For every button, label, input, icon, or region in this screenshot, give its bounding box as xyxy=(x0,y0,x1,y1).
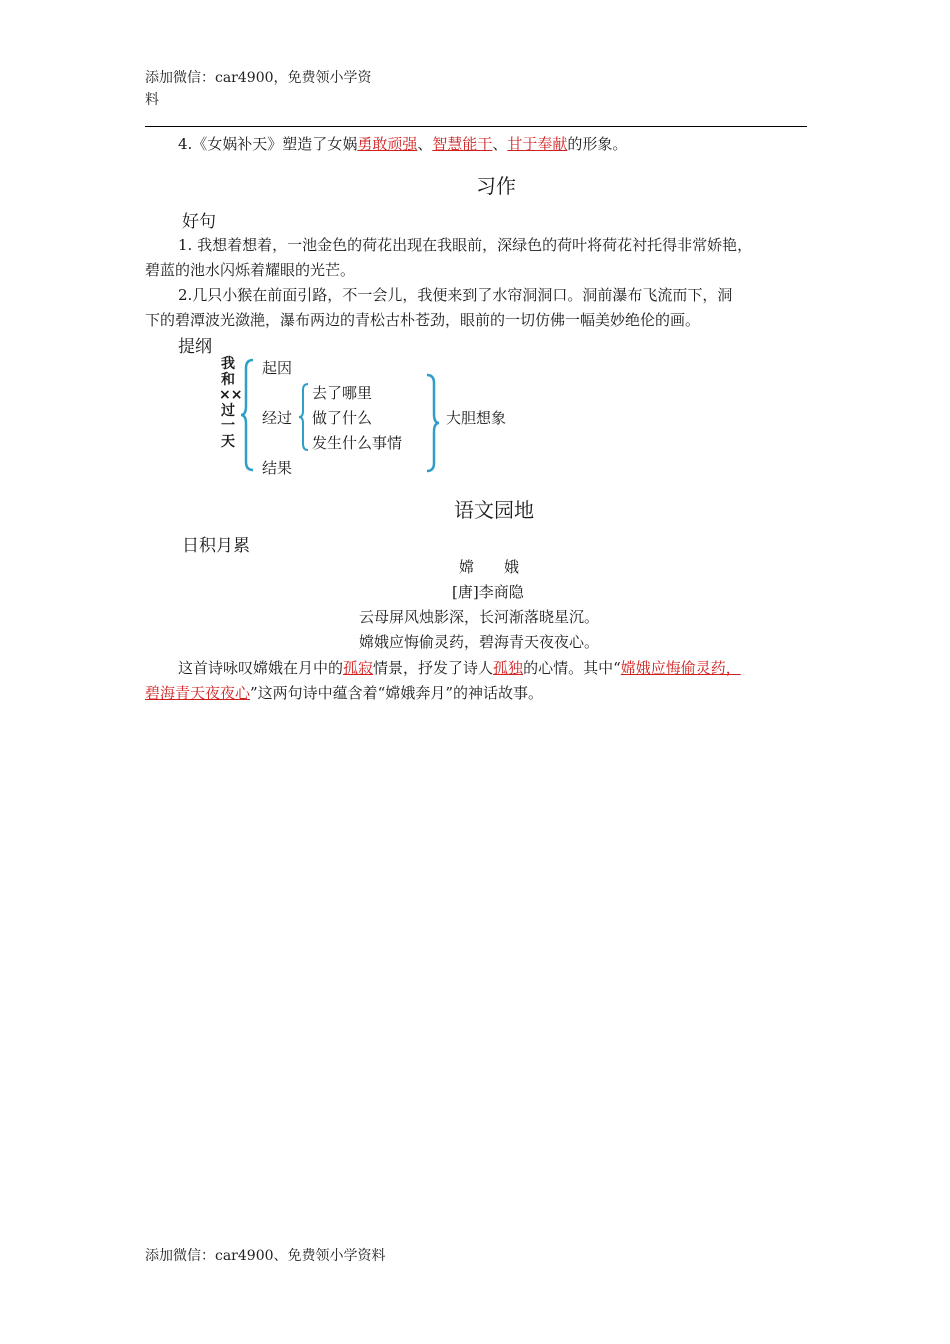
answer-poem-lines-a: 嫦娥应悔偷灵药， xyxy=(620,659,741,677)
footer-text: 添加微信：car4900、免费领小学资料 xyxy=(145,1248,386,1264)
sentence-2-line-1: 2.几只小猴在前面引路，不一会儿，我便来到了水帘洞洞口。洞前瀑布飞流而下，洞 xyxy=(178,286,733,304)
label-riji: 日积月累 xyxy=(182,536,250,556)
sentence-1-line-2: 碧蓝的池水闪烁着耀眼的光芒。 xyxy=(145,261,356,279)
separator: 、 xyxy=(492,135,508,153)
item-4 xyxy=(178,132,627,157)
header-rule xyxy=(145,126,807,127)
answer-3: 甘于奉献 xyxy=(507,135,568,153)
label-haoju: 好句 xyxy=(182,212,216,232)
answer-poem-lines-b: 碧海青天夜夜心 xyxy=(145,684,251,702)
outline-main-brace xyxy=(240,358,256,472)
section-title-yuwen: 语文园地 xyxy=(454,498,534,522)
outline-qiyin: 起因 xyxy=(262,359,293,377)
item-4-text: 4.《女娲补天》塑造了女娲 xyxy=(178,135,358,153)
poem-line-2: 嫦娥应悔偷灵药，碧海青天夜夜心。 xyxy=(359,633,600,651)
analysis-text: 的心情。其中“ xyxy=(523,659,621,677)
header-line-1: 添加微信：car4900，免费领小学资 xyxy=(145,70,372,86)
analysis-line-2 xyxy=(145,681,543,706)
analysis-text: 情景，抒发了诗人 xyxy=(373,659,494,677)
outline-jieguo: 结果 xyxy=(262,459,293,477)
outline-topic: 我和××过一天 xyxy=(219,356,243,450)
outline-sub-brace xyxy=(298,383,310,451)
item-4-suffix: 的形象。 xyxy=(567,135,628,153)
sentence-1-line-1: 1. 我想着想着，一池金色的荷花出现在我眼前，深绿色的荷叶将荷花衬托得非常娇艳， xyxy=(178,236,753,254)
analysis-text: ”这两句诗中蕴含着“嫦娥奔月”的神话故事。 xyxy=(250,684,544,702)
poem-author: [唐]李商隐 xyxy=(452,583,524,601)
section-title-xizuo: 习作 xyxy=(476,174,516,198)
poem-line-1: 云母屏风烛影深，长河渐落晓星沉。 xyxy=(359,608,600,626)
outline-sub-2: 做了什么 xyxy=(312,409,373,427)
analysis-line-1 xyxy=(178,656,741,681)
answer-1: 勇敢顽强 xyxy=(357,135,418,153)
label-tigang: 提纲 xyxy=(178,337,212,357)
header-line-2: 料 xyxy=(145,92,159,108)
outline-jingguo: 经过 xyxy=(262,409,293,427)
outline-sub-3: 发生什么事情 xyxy=(312,434,403,452)
sentence-2-line-2: 下的碧潭波光潋滟，瀑布两边的青松古朴苍劲，眼前的一切仿佛一幅美妙绝伦的画。 xyxy=(145,311,701,329)
poem-title: 嫦 娥 xyxy=(459,558,520,576)
answer-guji: 孤寂 xyxy=(343,659,374,677)
outline-sub-1: 去了哪里 xyxy=(312,384,373,402)
analysis-text: 这首诗咏叹嫦娥在月中的 xyxy=(178,659,344,677)
outline-right-brace xyxy=(425,373,441,473)
outline-note: 大胆想象 xyxy=(446,409,507,427)
answer-gudu: 孤独 xyxy=(493,659,524,677)
answer-2: 智慧能干 xyxy=(432,135,493,153)
separator: 、 xyxy=(417,135,433,153)
